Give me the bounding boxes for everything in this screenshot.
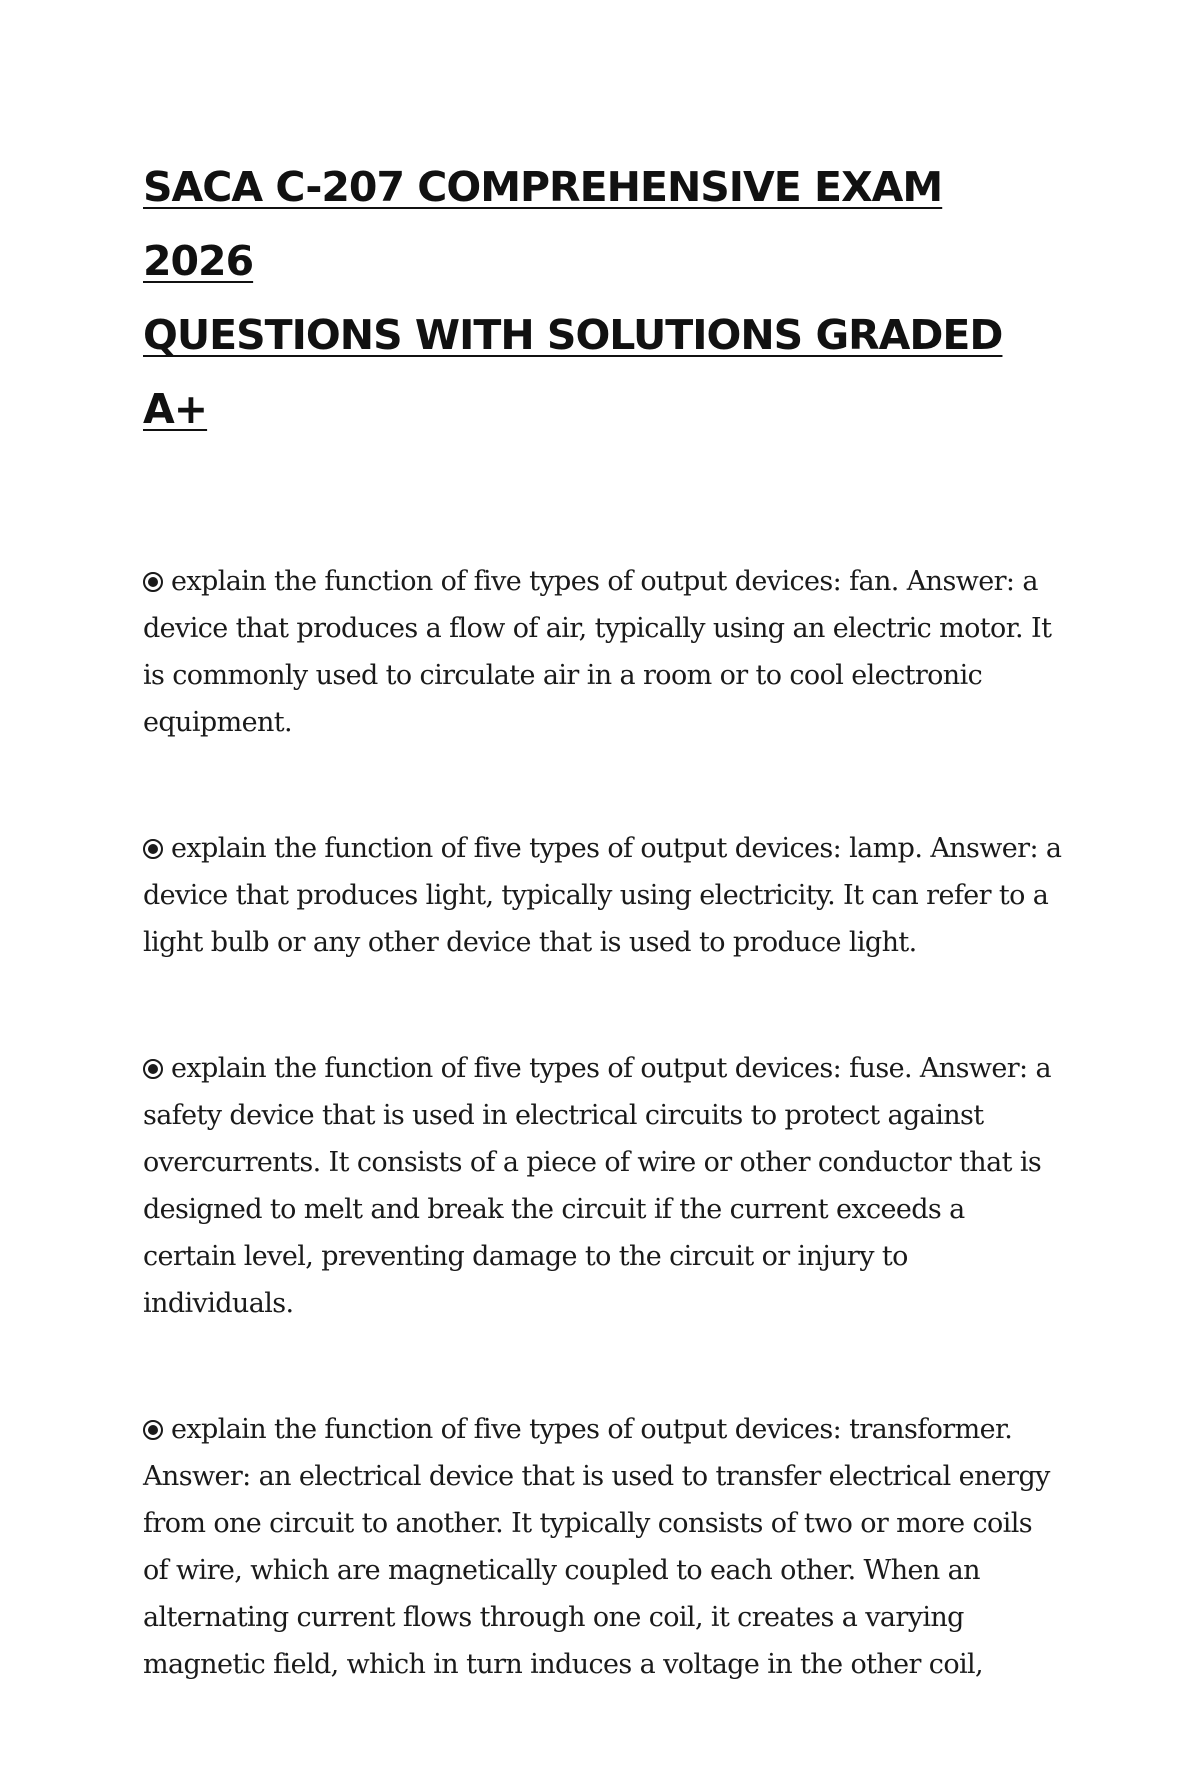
radio-bullet-icon [143, 1420, 163, 1440]
document-page [143, 150, 1063, 1767]
question-text: explain the function of five types of output devices: lamp. Answer: a device that produces light, typically using electricity. It can refer to a light bulb or any other device that is used to produce light. [143, 833, 1062, 958]
title-line-2: QUESTIONS WITH SOLUTIONS GRADED A+ [143, 311, 1003, 433]
question-item-fuse [143, 1045, 1063, 1327]
question-text: explain the function of five types of output devices: fan. Answer: a device that produces a flow of air, typically using an electric motor. It is commonly used to circulate air in a room or to cool electronic equipment. [143, 566, 1052, 738]
question-item-fan [143, 558, 1063, 746]
question-item-lamp [143, 825, 1063, 966]
radio-bullet-icon [143, 1059, 163, 1079]
question-text: explain the function of five types of output devices: transformer. Answer: an electrical device that is used to transfer electrical energy from one circuit to another. It typically consists of two or more coils of wire, which are magnetically coupled to each other. When an alternating current flows through one coil, it creates a varying magnetic field, which in turn induces a voltage in the other coil, [143, 1414, 1050, 1680]
radio-bullet-icon [143, 839, 163, 859]
title-line-1: SACA C-207 COMPREHENSIVE EXAM 2026 [143, 163, 943, 285]
radio-bullet-icon [143, 572, 163, 592]
question-list [143, 558, 1063, 1688]
question-item-transformer [143, 1406, 1063, 1688]
question-text: explain the function of five types of output devices: fuse. Answer: a safety device that is used in electrical circuits to protect against overcurrents. It consists of a piece of wire or other conductor that is designed to melt and break the circuit if the current exceeds a certain level, preventing damage to the circuit or injury to individuals. [143, 1053, 1052, 1319]
document-title [143, 150, 1063, 446]
